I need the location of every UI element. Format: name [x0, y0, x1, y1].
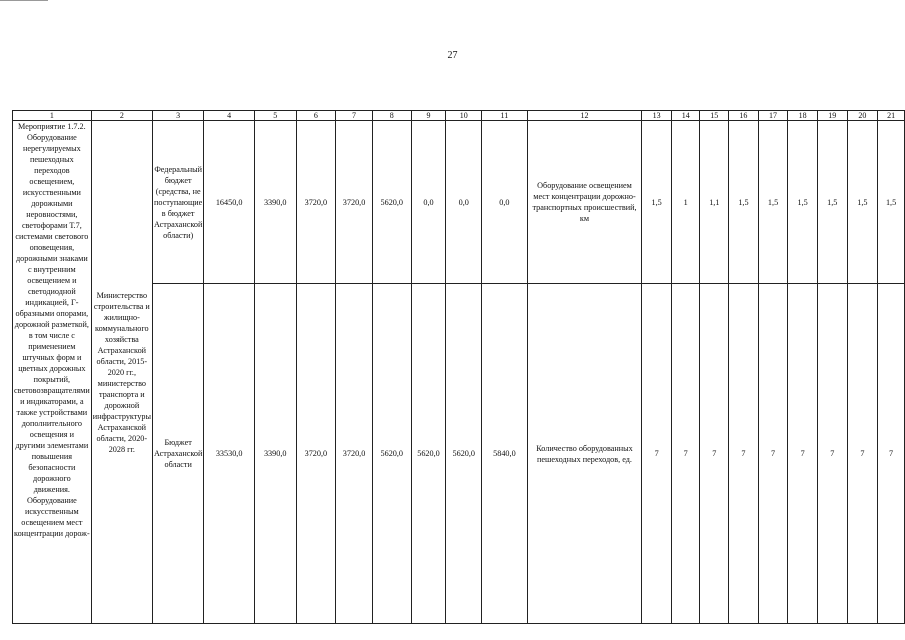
- amount-cell: 0,0: [411, 121, 446, 284]
- value-cell: 7: [642, 284, 672, 624]
- amount-cell: 3390,0: [254, 121, 296, 284]
- amount-cell: 5840,0: [482, 284, 528, 624]
- amount-cell: 5620,0: [411, 284, 446, 624]
- funding-source: Бюджет Астраханской области: [152, 284, 203, 624]
- value-cell: 7: [878, 284, 905, 624]
- column-number: 18: [788, 111, 818, 121]
- value-cell: 1: [671, 121, 700, 284]
- value-cell: 7: [671, 284, 700, 624]
- value-cell: 1,5: [847, 121, 878, 284]
- value-cell: 7: [729, 284, 759, 624]
- executor-cell: Министерство строительства и жилищно-коммунального хозяйства Астраханской области, 2015-2020 гг., министерство транспорта и дорожной инфраструктуры Астраханской области, 2020-2028 гг.: [91, 121, 152, 624]
- column-number: 6: [296, 111, 336, 121]
- page-number: 27: [447, 50, 458, 61]
- column-number: 13: [642, 111, 672, 121]
- column-number: 7: [336, 111, 373, 121]
- value-cell: 7: [788, 284, 818, 624]
- indicator-cell: Оборудование освещением мест концентрации дорожно-транспортных происшествий, км: [527, 121, 642, 284]
- column-number: 5: [254, 111, 296, 121]
- amount-cell: 16450,0: [204, 121, 255, 284]
- column-number: 3: [152, 111, 203, 121]
- value-cell: 1,5: [642, 121, 672, 284]
- amount-cell: 5620,0: [372, 284, 411, 624]
- table-row: [13, 121, 905, 284]
- amount-cell: 0,0: [446, 121, 482, 284]
- value-cell: 1,5: [788, 121, 818, 284]
- value-cell: 1,5: [817, 121, 847, 284]
- amount-cell: 3390,0: [254, 284, 296, 624]
- amount-cell: 0,0: [482, 121, 528, 284]
- amount-cell: 3720,0: [336, 284, 373, 624]
- column-number: 16: [729, 111, 759, 121]
- value-cell: 7: [847, 284, 878, 624]
- column-number: 14: [671, 111, 700, 121]
- column-number: 20: [847, 111, 878, 121]
- value-cell: 7: [700, 284, 729, 624]
- column-number-row: [13, 111, 905, 121]
- column-number: 12: [527, 111, 642, 121]
- column-number: 4: [204, 111, 255, 121]
- amount-cell: 3720,0: [296, 121, 336, 284]
- column-number: 17: [758, 111, 788, 121]
- value-cell: 7: [817, 284, 847, 624]
- value-cell: 7: [758, 284, 788, 624]
- column-number: 9: [411, 111, 446, 121]
- event-description: Мероприятие 1.7.2. Оборудование нерегулируемых пешеходных переходов освещением, искусственными дорожными неровностями, светофорами Т.7, системами светового оповещения, дорожными знаками с внутренним освещением и светодиодной индикацией, Г-образными опорами, дорожной разметкой, в том числе с применением штучных форм и цветных дорожных покрытий, световозвращателями и индикаторами, а также устройствами дополнительного освещения и другими элементами повышения безопасности дорожного движения. Оборудование искусственным освещением мест концентрации дорож-: [13, 121, 92, 624]
- column-number: 15: [700, 111, 729, 121]
- value-cell: 1,5: [729, 121, 759, 284]
- column-number: 21: [878, 111, 905, 121]
- indicator-cell: Количество оборудованных пешеходных переходов, ед.: [527, 284, 642, 624]
- amount-cell: 5620,0: [446, 284, 482, 624]
- amount-cell: 5620,0: [372, 121, 411, 284]
- value-cell: 1,5: [758, 121, 788, 284]
- amount-cell: 3720,0: [296, 284, 336, 624]
- amount-cell: 33530,0: [204, 284, 255, 624]
- value-cell: 1,1: [700, 121, 729, 284]
- column-number: 11: [482, 111, 528, 121]
- column-number: 10: [446, 111, 482, 121]
- column-number: 19: [817, 111, 847, 121]
- scan-artifact-line: [0, 0, 48, 1]
- column-number: 2: [91, 111, 152, 121]
- column-number: 8: [372, 111, 411, 121]
- amount-cell: 3720,0: [336, 121, 373, 284]
- program-table: [12, 110, 905, 624]
- value-cell: 1,5: [878, 121, 905, 284]
- funding-source: Федеральный бюджет (средства, не поступающие в бюджет Астраханской области): [152, 121, 203, 284]
- column-number: 1: [13, 111, 92, 121]
